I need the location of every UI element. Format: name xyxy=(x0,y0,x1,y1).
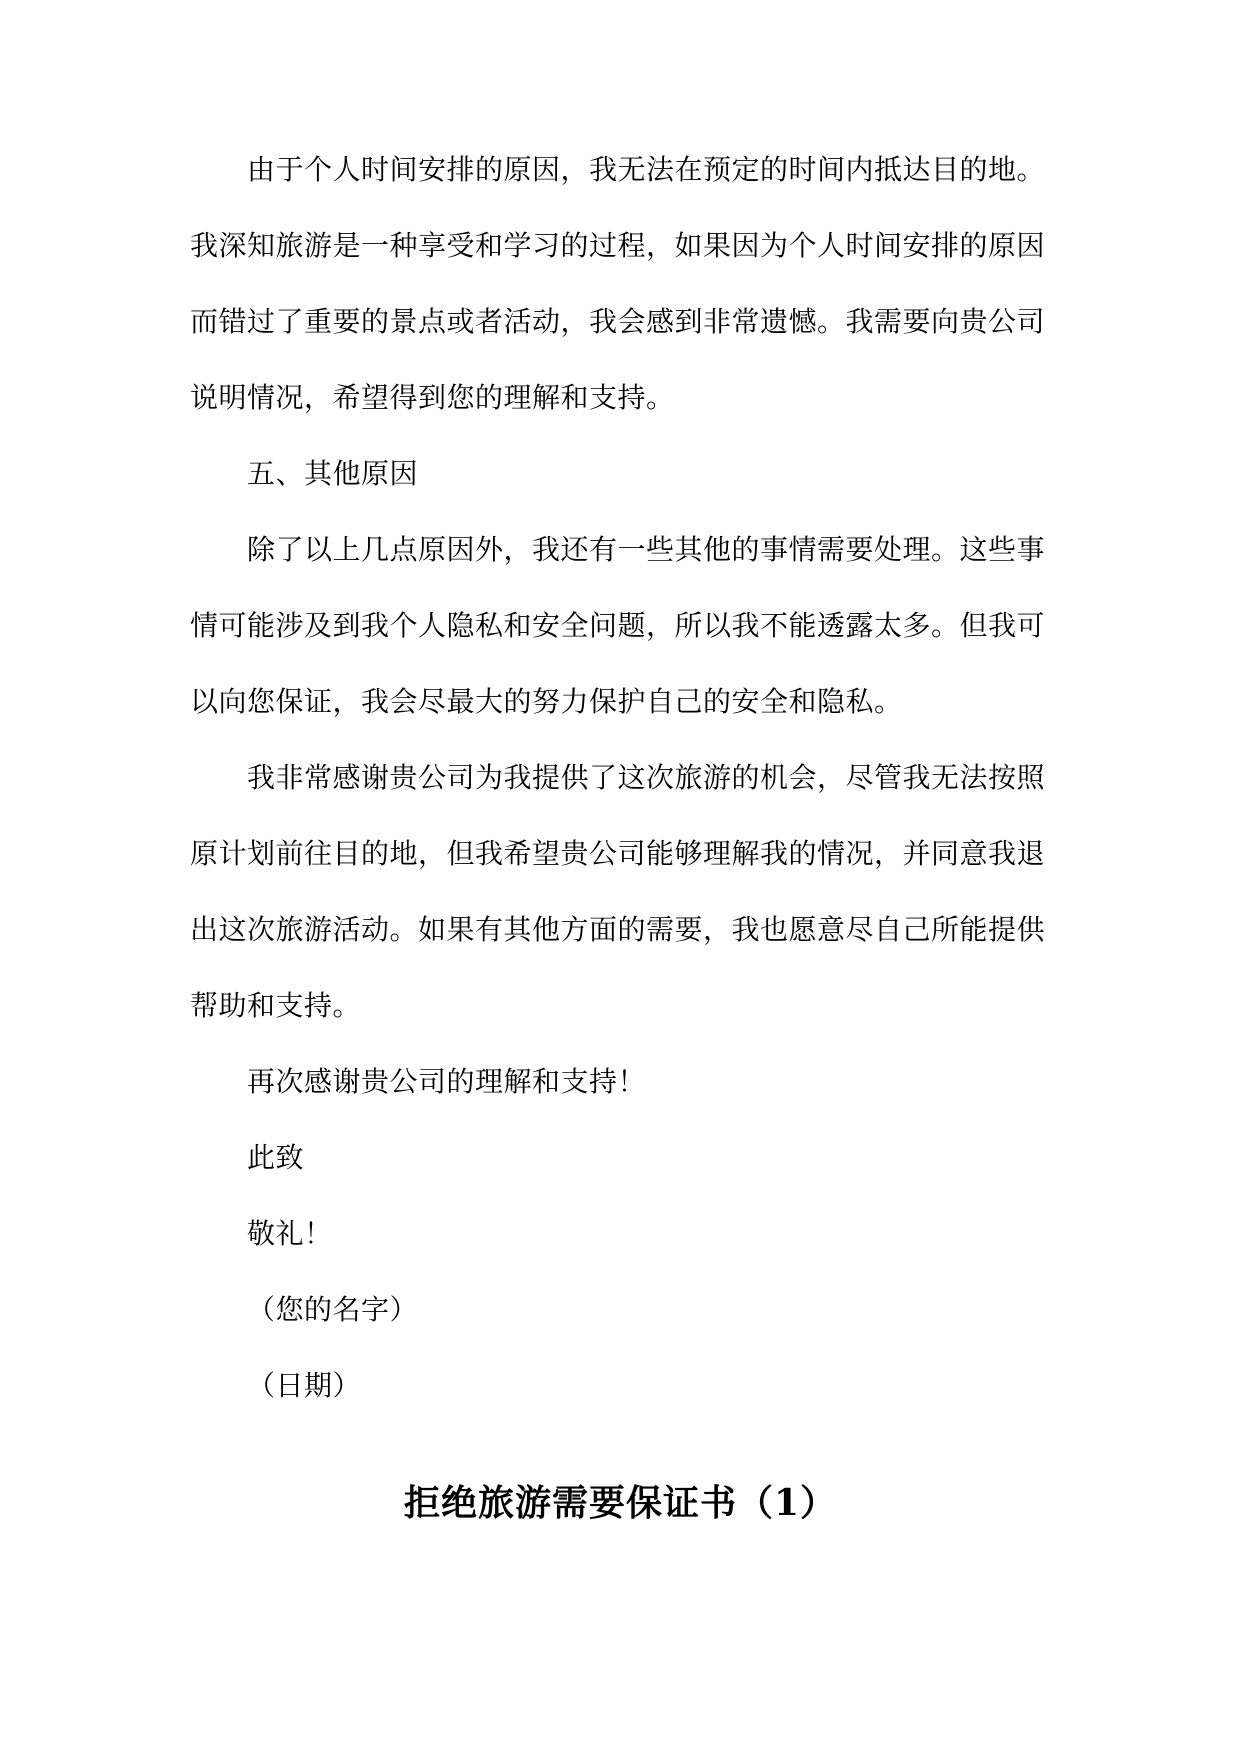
paragraph-other-reasons xyxy=(190,512,1050,740)
signature-date: （日期） xyxy=(247,1369,362,1402)
paragraph-line: 情可能涉及到我个人隐私和安全问题，所以我不能透露太多。但我可 xyxy=(190,609,1046,642)
paragraph-line: 我非常感谢贵公司为我提供了这次旅游的机会，尽管我无法按照 xyxy=(247,761,1046,794)
next-document-title: 拒绝旅游需要保证书（1） xyxy=(403,1482,838,1524)
section-heading: 五、其他原因 xyxy=(247,457,419,490)
paragraph-thanks xyxy=(190,740,1050,1044)
paragraph-time-reason xyxy=(190,132,1050,436)
closing-block xyxy=(190,1044,1050,1424)
paragraph-line: 原计划前往目的地，但我希望贵公司能够理解我的情况，并同意我退 xyxy=(190,837,1046,870)
salutation-line-1: 此致 xyxy=(247,1141,305,1174)
paragraph-line: 帮助和支持。 xyxy=(190,989,362,1022)
signature-name: （您的名字） xyxy=(247,1293,419,1326)
paragraph-line: 说明情况，希望得到您的理解和支持。 xyxy=(190,381,675,414)
section-five-heading-block xyxy=(190,436,1050,512)
salutation-line-2: 敬礼！ xyxy=(247,1217,333,1250)
paragraph-line: 我深知旅游是一种享受和学习的过程，如果因为个人时间安排的原因 xyxy=(190,229,1046,262)
paragraph-line: 出这次旅游活动。如果有其他方面的需要，我也愿意尽自己所能提供 xyxy=(190,913,1046,946)
paragraph-line: 除了以上几点原因外，我还有一些其他的事情需要处理。这些事 xyxy=(247,533,1046,566)
paragraph-line: 由于个人时间安排的原因，我无法在预定的时间内抵达目的地。 xyxy=(247,153,1046,186)
paragraph-line: 以向您保证，我会尽最大的努力保护自己的安全和隐私。 xyxy=(190,685,903,718)
paragraph-line: 而错过了重要的景点或者活动，我会感到非常遗憾。我需要向贵公司 xyxy=(190,305,1046,338)
closing-thanks: 再次感谢贵公司的理解和支持！ xyxy=(247,1065,647,1098)
